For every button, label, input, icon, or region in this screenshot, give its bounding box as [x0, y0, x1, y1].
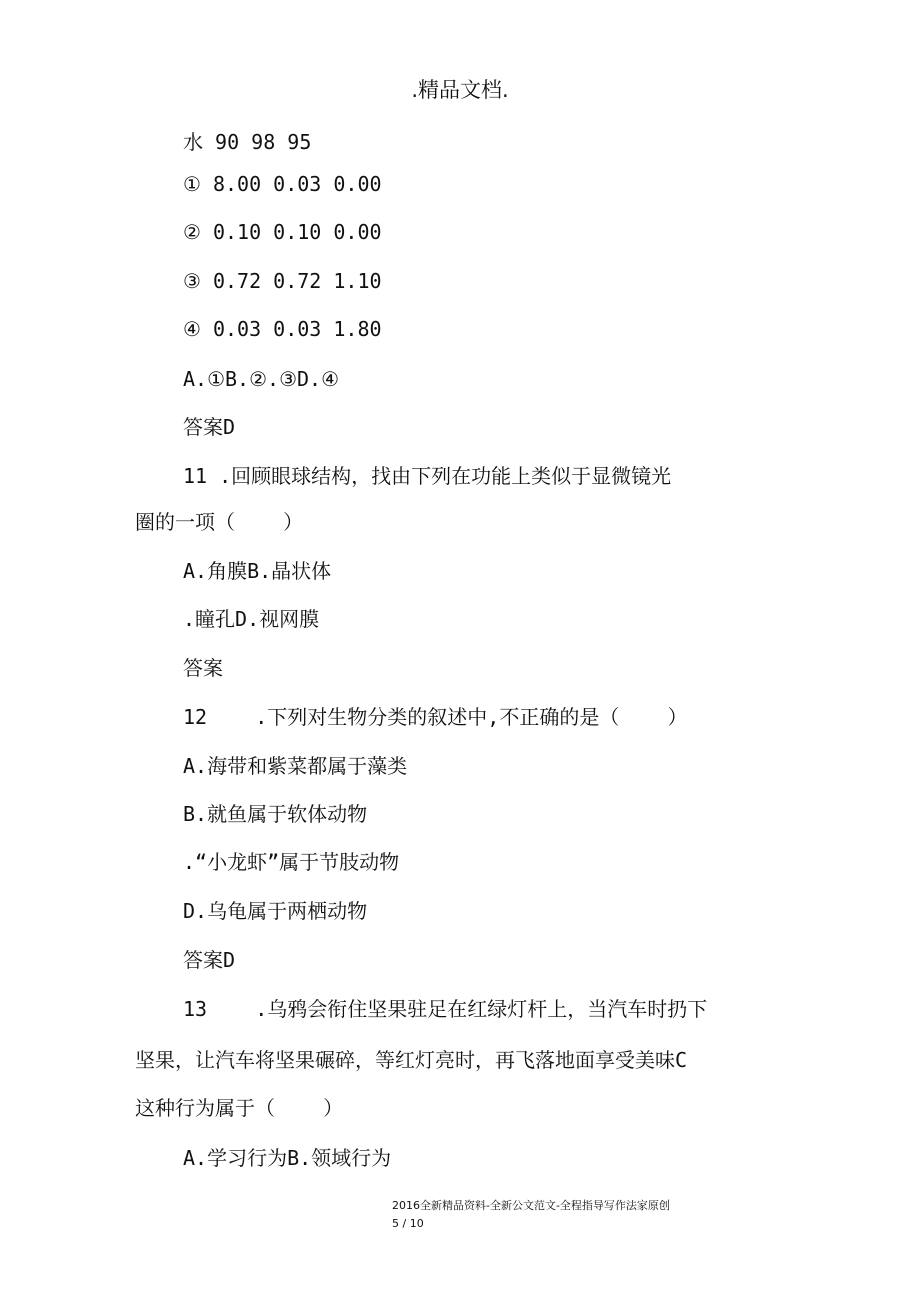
q12-option-d: D.乌龟属于两栖动物: [183, 899, 368, 923]
table-row-water: 水 90 98 95: [183, 130, 312, 154]
q10-answer: 答案D: [183, 415, 236, 439]
q12-option-a: A.海带和紫菜都属于藻类: [183, 754, 408, 778]
q13-text-cont: 坚果，让汽车将坚果碾碎，等红灯亮时，再飞落地面享受美味C: [135, 1048, 688, 1072]
table-row-4: ④ 0.03 0.03 1.80: [183, 317, 382, 341]
q12-option-c: .“小龙虾”属于节肢动物: [183, 850, 400, 874]
table-row-3: ③ 0.72 0.72 1.10: [183, 269, 382, 293]
footer-note: 2016全新精品资料-全新公文范文-全程指导写作法家原创: [392, 1199, 670, 1212]
q11-text-cont: 圈的一项（ ）: [135, 510, 304, 534]
q12-answer: 答案D: [183, 948, 236, 972]
page-number: 5 / 10: [392, 1217, 424, 1230]
q11-options-ab: A.角膜B.晶状体: [183, 559, 332, 583]
table-row-1: ① 8.00 0.03 0.00: [183, 172, 382, 196]
q11-options-cd: .瞳孔D.视网膜: [183, 607, 320, 631]
q11-text: 11 .回顾眼球结构，找由下列在功能上类似于显微镜光: [183, 464, 672, 488]
q12-text: 12 .下列对生物分类的叙述中,不正确的是（ ）: [183, 705, 688, 729]
q13-text: 13 .乌鸦会衔住坚果驻足在红绿灯杆上，当汽车时扔下: [183, 997, 708, 1021]
page-header: .精品文档.: [411, 78, 509, 102]
q13-options-ab: A.学习行为B.领域行为: [183, 1146, 392, 1170]
table-row-2: ② 0.10 0.10 0.00: [183, 220, 382, 244]
q12-option-b: B.就鱼属于软体动物: [183, 802, 368, 826]
q10-options: A.①B.②.③D.④: [183, 367, 340, 391]
q13-text-cont-2: 这种行为属于（ ）: [135, 1096, 344, 1120]
q11-answer: 答案: [183, 656, 223, 680]
